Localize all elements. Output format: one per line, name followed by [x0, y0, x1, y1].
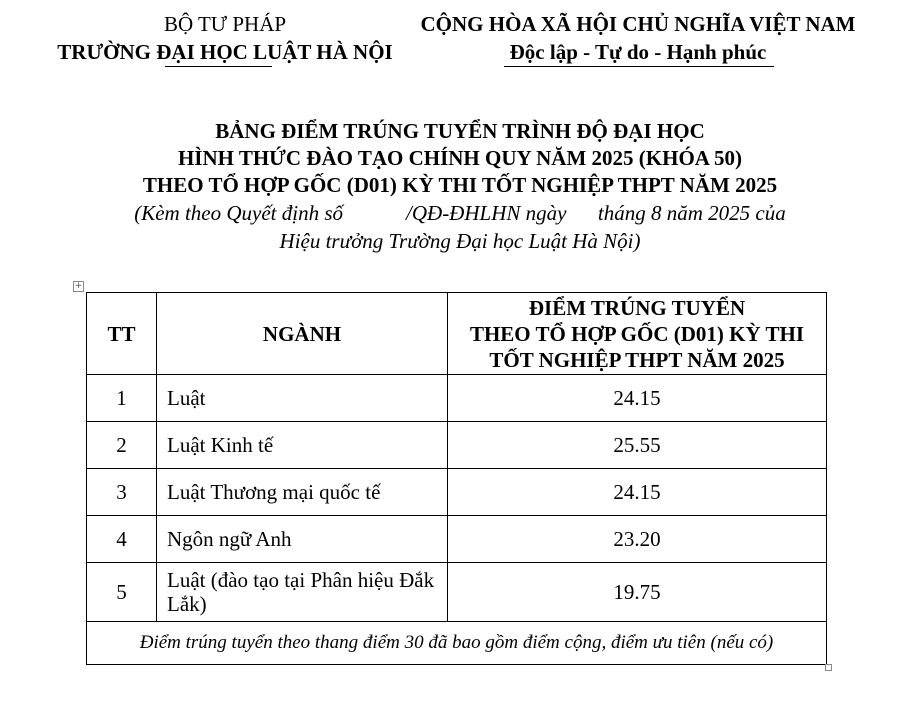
document-title [40, 118, 880, 255]
table-footnote-row [87, 622, 827, 665]
school-name: TRƯỜNG ĐẠI HỌC LUẬT HÀ NỘI [57, 40, 393, 64]
row-major: Ngôn ngữ Anh [157, 516, 448, 563]
national-header [408, 10, 868, 66]
row-major: Luật Kinh tế [157, 422, 448, 469]
table-resize-handle-icon[interactable] [825, 664, 832, 671]
row-score: 23.20 [448, 516, 827, 563]
row-tt: 1 [87, 375, 157, 422]
table-row [87, 469, 827, 516]
row-score: 24.15 [448, 469, 827, 516]
title-line-2: HÌNH THỨC ĐÀO TẠO CHÍNH QUY NĂM 2025 (KHÓA 50) [177, 146, 743, 170]
table-row [87, 516, 827, 563]
issuer-block [40, 10, 410, 66]
issuer-underline [165, 66, 272, 67]
national-motto: Độc lập - Tự do - Hạnh phúc [509, 40, 767, 64]
table-move-handle-icon[interactable]: + [74, 281, 83, 291]
header-score [448, 293, 827, 375]
motto-underline [504, 66, 774, 67]
row-tt: 3 [87, 469, 157, 516]
row-tt: 4 [87, 516, 157, 563]
table-footnote: Điểm trúng tuyển theo thang điểm 30 đã bao gồm điểm cộng, điểm ưu tiên (nếu có) [87, 622, 827, 665]
header-score-line-1: ĐIỂM TRÚNG TUYỂN [528, 295, 746, 320]
table-row [87, 375, 827, 422]
admission-score-table [86, 292, 827, 665]
table-header-row [87, 293, 827, 375]
title-line-1: BẢNG ĐIỂM TRÚNG TUYỂN TRÌNH ĐỘ ĐẠI HỌC [215, 119, 705, 143]
subtitle-line-1: (Kèm theo Quyết định số /QĐ-ĐHLHN ngày tháng 8 năm 2025 của [134, 201, 786, 225]
row-major: Luật [157, 375, 448, 422]
row-major: Luật Thương mại quốc tế [157, 469, 448, 516]
row-score: 24.15 [448, 375, 827, 422]
header-score-line-2: THEO TỔ HỢP GỐC (D01) KỲ THI [469, 321, 805, 346]
table-row [87, 422, 827, 469]
row-tt: 5 [87, 563, 157, 622]
header-major: NGÀNH [157, 293, 448, 375]
title-line-3: THEO TỔ HỢP GỐC (D01) KỲ THI TỐT NGHIỆP THPT NĂM 2025 [142, 173, 778, 197]
row-tt: 2 [87, 422, 157, 469]
row-score: 25.55 [448, 422, 827, 469]
subtitle-line-2: Hiệu trưởng Trường Đại học Luật Hà Nội) [279, 229, 641, 253]
header-score-line-3: TỐT NGHIỆP THPT NĂM 2025 [489, 347, 785, 372]
country-name: CỘNG HÒA XÃ HỘI CHỦ NGHĨA VIỆT NAM [420, 12, 856, 36]
table-row [87, 563, 827, 622]
header-tt: TT [87, 293, 157, 375]
ministry-name: BỘ TƯ PHÁP [163, 12, 287, 36]
row-major: Luật (đào tạo tại Phân hiệu Đắk Lắk) [157, 563, 448, 622]
row-score: 19.75 [448, 563, 827, 622]
